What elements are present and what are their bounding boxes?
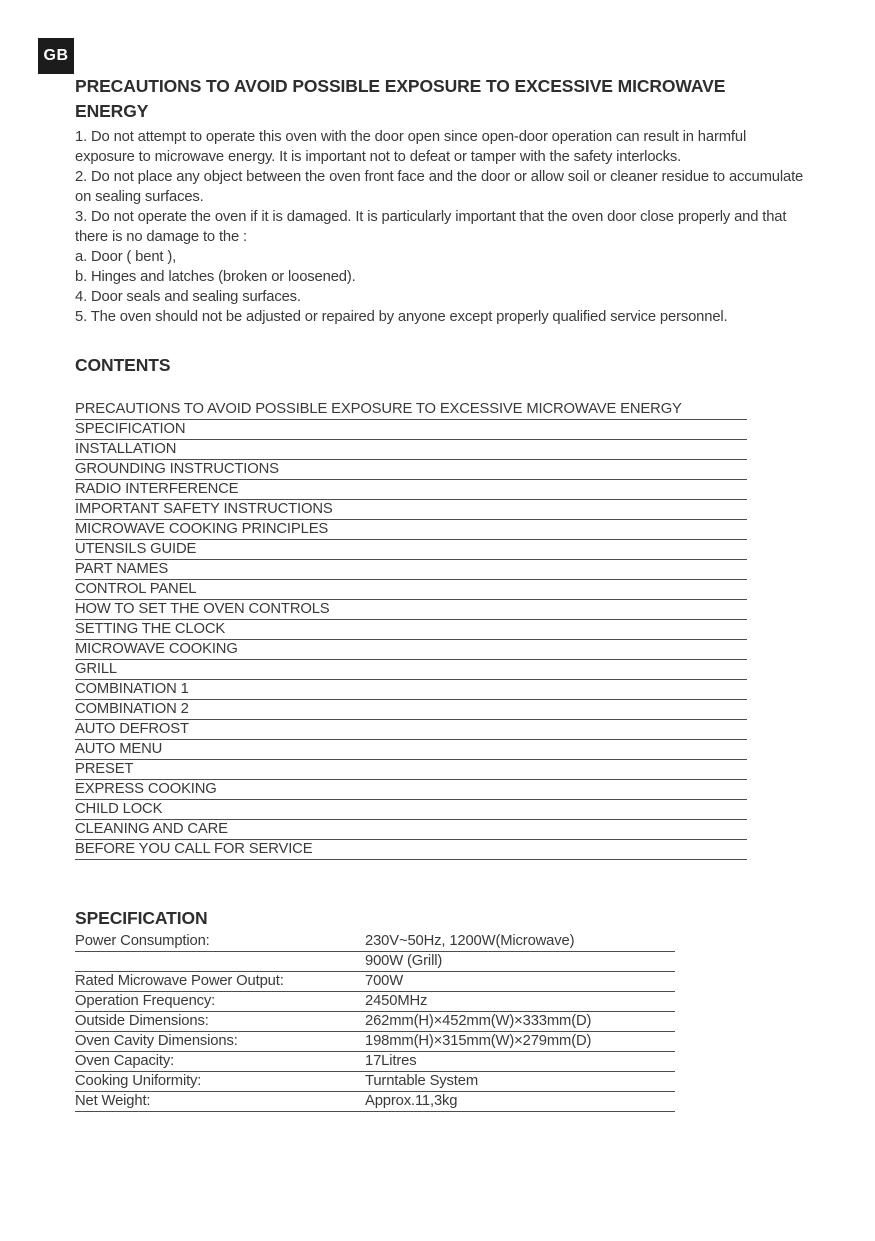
contents-item [75, 500, 747, 520]
contents-title: CONTENTS [75, 355, 171, 375]
spec-value: Turntable System [365, 1073, 479, 1089]
precaution-item: 3. Do not operate the oven if it is damaged. It is particularly important that the oven door close properly and that there is no damage to the : [75, 209, 787, 245]
contents-item [75, 680, 747, 700]
spec-row [75, 1092, 675, 1112]
contents-item-label: SETTING THE CLOCK [75, 621, 226, 637]
contents-item [75, 700, 747, 720]
contents-item [75, 760, 747, 780]
precaution-item: 1. Do not attempt to operate this oven with the door open since open-door operation can result in harmful exposure to microwave energy. It is important not to defeat or tamper with the safety interlocks. [75, 129, 747, 165]
contents-item [75, 720, 747, 740]
spec-value: 262mm(H)×452mm(W)×333mm(D) [365, 1013, 592, 1029]
spec-label: Rated Microwave Power Output: [75, 973, 284, 989]
contents-item-label: EXPRESS COOKING [75, 781, 217, 797]
contents-item [75, 780, 747, 800]
contents-item-label: MICROWAVE COOKING PRINCIPLES [75, 521, 329, 537]
contents-item-label: RADIO INTERFERENCE [75, 481, 239, 497]
contents-item-label: INSTALLATION [75, 441, 177, 457]
spec-label: Outside Dimensions: [75, 1013, 209, 1029]
contents-item-label: BEFORE YOU CALL FOR SERVICE [75, 841, 313, 857]
contents-item [75, 540, 747, 560]
contents-item-label: PRECAUTIONS TO AVOID POSSIBLE EXPOSURE TO EXCESSIVE MICROWAVE ENERGY [75, 401, 682, 417]
spec-value: 700W [365, 973, 404, 989]
precaution-item: a. Door ( bent ), [75, 249, 177, 265]
contents-item [75, 440, 747, 460]
spec-label: Oven Capacity: [75, 1053, 175, 1069]
contents-item [75, 460, 747, 480]
spec-label: Cooking Uniformity: [75, 1073, 202, 1089]
contents-item [75, 580, 747, 600]
precautions-body [75, 127, 805, 327]
contents-item [75, 420, 747, 440]
spec-row [75, 952, 675, 972]
page-content [75, 74, 805, 1112]
spec-value: 2450MHz [365, 993, 428, 1009]
spec-row [75, 932, 675, 952]
contents-item-label: COMBINATION 2 [75, 701, 189, 717]
contents-item [75, 640, 747, 660]
contents-item [75, 620, 747, 640]
contents-item [75, 480, 747, 500]
spec-value: 230V~50Hz, 1200W(Microwave) [365, 933, 575, 949]
precaution-item: 5. The oven should not be adjusted or repaired by anyone except properly qualified service personnel. [75, 309, 728, 325]
contents-item [75, 840, 747, 860]
contents-item [75, 820, 747, 840]
contents-item-label: CHILD LOCK [75, 801, 163, 817]
contents-item-label: SPECIFICATION [75, 421, 186, 437]
precaution-item: 2. Do not place any object between the oven front face and the door or allow soil or cleaner residue to accumulate on sealing surfaces. [75, 169, 804, 205]
contents-item-label: HOW TO SET THE OVEN CONTROLS [75, 601, 330, 617]
spec-value: 900W (Grill) [365, 953, 443, 969]
spec-row [75, 972, 675, 992]
spec-row [75, 1012, 675, 1032]
spec-row [75, 992, 675, 1012]
contents-item-label: CLEANING AND CARE [75, 821, 228, 837]
language-badge: GB [38, 38, 74, 74]
contents-item-label: CONTROL PANEL [75, 581, 197, 597]
spec-value: Approx.11,3kg [365, 1093, 458, 1109]
contents-item [75, 560, 747, 580]
contents-item-label: UTENSILS GUIDE [75, 541, 197, 557]
spec-label: Operation Frequency: [75, 993, 216, 1009]
contents-item [75, 800, 747, 820]
contents-item [75, 520, 747, 540]
precaution-item: b. Hinges and latches (broken or loosened). [75, 269, 356, 285]
spec-value: 198mm(H)×315mm(W)×279mm(D) [365, 1033, 592, 1049]
spec-label: Oven Cavity Dimensions: [75, 1033, 238, 1049]
contents-item [75, 600, 747, 620]
contents-item-label: MICROWAVE COOKING [75, 641, 238, 657]
contents-item-label: GROUNDING INSTRUCTIONS [75, 461, 279, 477]
contents-item-label: COMBINATION 1 [75, 681, 189, 697]
spec-table [75, 932, 675, 1112]
spec-row [75, 1032, 675, 1052]
spec-value: 17Litres [365, 1053, 417, 1069]
contents-item-label: PART NAMES [75, 561, 169, 577]
contents-item-label: AUTO DEFROST [75, 721, 189, 737]
spec-row [75, 1072, 675, 1092]
contents-item [75, 400, 747, 420]
contents-item-label: AUTO MENU [75, 741, 163, 757]
contents-item-label: GRILL [75, 661, 118, 677]
spec-label: Power Consumption: [75, 933, 210, 949]
precaution-item: 4. Door seals and sealing surfaces. [75, 289, 301, 305]
spec-label: Net Weight: [75, 1093, 151, 1109]
contents-item [75, 660, 747, 680]
specification-title: SPECIFICATION [75, 908, 208, 928]
spec-label [75, 970, 365, 971]
contents-item [75, 740, 747, 760]
precautions-title: PRECAUTIONS TO AVOID POSSIBLE EXPOSURE TO EXCESSIVE MICROWAVE ENERGY [75, 76, 726, 121]
spec-row [75, 1052, 675, 1072]
contents-list [75, 400, 747, 860]
contents-item-label: IMPORTANT SAFETY INSTRUCTIONS [75, 501, 333, 517]
contents-item-label: PRESET [75, 761, 134, 777]
